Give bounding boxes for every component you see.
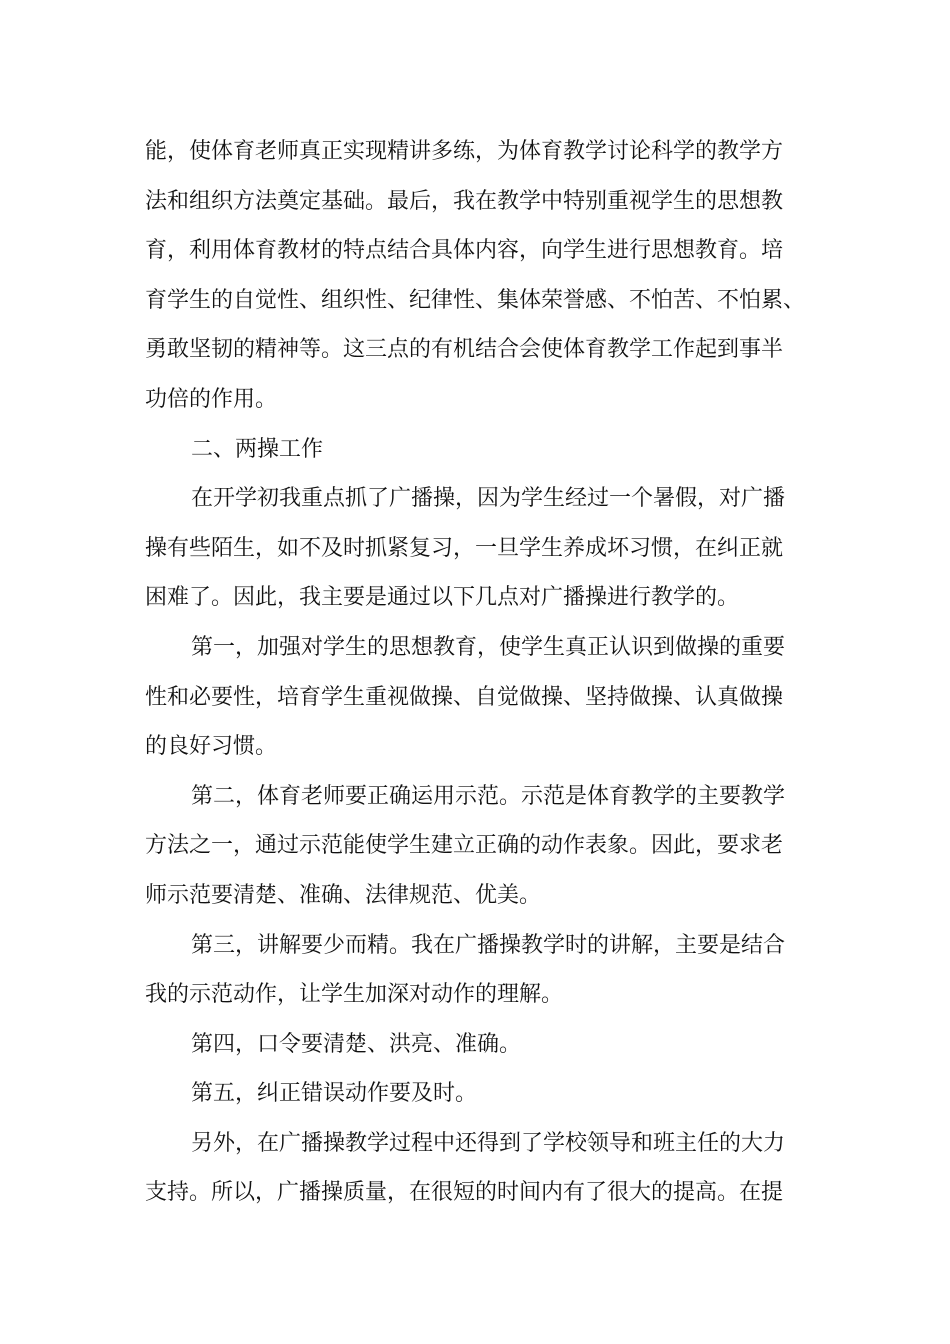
text-line: 在开学初我重点抓了广播操，因为学生经过一个暑假，对广播 xyxy=(191,486,786,512)
text-line: 第一，加强对学生的思想教育，使学生真正认识到做操的重要 xyxy=(191,634,786,660)
text-line: 育，利用体育教材的特点结合具体内容，向学生进行思想教育。培 xyxy=(145,238,784,264)
text-line: 性和必要性，培育学生重视做操、自觉做操、坚持做操、认真做操 xyxy=(145,684,784,710)
text-line: 方法之一，通过示范能使学生建立正确的动作表象。因此，要求老 xyxy=(145,833,784,859)
text-line: 法和组织方法奠定基础。最后，我在教学中特别重视学生的思想教 xyxy=(145,188,784,214)
text-line: 操有些陌生，如不及时抓紧复习，一旦学生养成坏习惯，在纠正就 xyxy=(145,535,784,561)
text-line: 功倍的作用。 xyxy=(145,386,278,412)
text-line: 第四，口令要清楚、洪亮、准确。 xyxy=(191,1031,522,1057)
document-body xyxy=(145,127,825,1218)
text-line: 育学生的自觉性、组织性、纪律性、集体荣誉感、不怕苦、不怕累、 xyxy=(145,287,806,313)
text-line: 勇敢坚韧的精神等。这三点的有机结合会使体育教学工作起到事半 xyxy=(145,337,784,363)
text-line: 困难了。因此，我主要是通过以下几点对广播操进行教学的。 xyxy=(145,585,740,611)
text-line: 第五，纠正错误动作要及时。 xyxy=(191,1081,478,1107)
text-line: 的良好习惯。 xyxy=(145,734,278,760)
text-line: 我的示范动作，让学生加深对动作的理解。 xyxy=(145,982,564,1008)
text-line: 另外，在广播操教学过程中还得到了学校领导和班主任的大力 xyxy=(191,1130,786,1156)
text-line: 支持。所以，广播操质量，在很短的时间内有了很大的提高。在提 xyxy=(145,1180,784,1206)
text-line: 师示范要清楚、准确、法律规范、优美。 xyxy=(145,882,542,908)
text-line: 第二，体育老师要正确运用示范。示范是体育教学的主要教学 xyxy=(191,783,786,809)
section-heading: 二、两操工作 xyxy=(191,436,324,462)
text-line: 能，使体育老师真正实现精讲多练，为体育教学讨论科学的教学方 xyxy=(145,139,784,164)
text-line: 第三，讲解要少而精。我在广播操教学时的讲解，主要是结合 xyxy=(191,932,786,958)
